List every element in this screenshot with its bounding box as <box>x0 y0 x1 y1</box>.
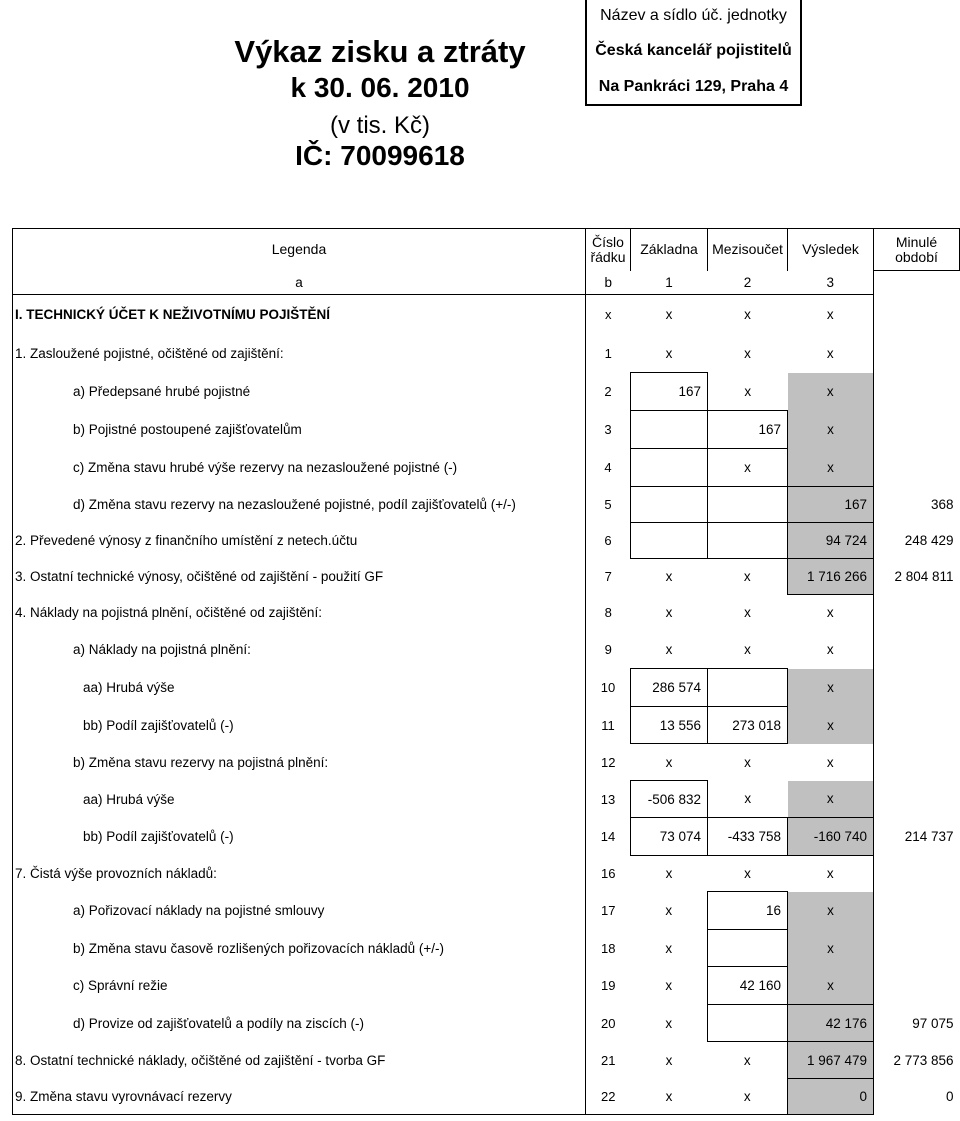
table-row <box>13 1005 960 1042</box>
row-label: c) Správní režie <box>13 967 586 1005</box>
cell-mezisoucet: x <box>744 866 751 881</box>
cell-minule: 368 <box>874 487 960 523</box>
cell-vysledek: x <box>826 346 834 361</box>
cell-zakladna: -506 832 <box>631 781 708 818</box>
cell-mezisoucet: x <box>744 791 752 807</box>
table-row <box>13 523 960 559</box>
cell-vysledek: 94 724 <box>788 523 874 559</box>
row-label: I. TECHNICKÝ ÚČET K NEŽIVOTNÍMU POJIŠTĚNÍ <box>13 295 586 335</box>
cell-mezisoucet <box>708 487 788 523</box>
row-label: 9. Změna stavu vyrovnávací rezervy <box>13 1079 586 1115</box>
cell-vysledek: x <box>788 295 874 335</box>
cell-zakladna: 73 074 <box>631 818 708 856</box>
table-row <box>13 669 960 707</box>
cell-mezisoucet: x <box>708 449 788 487</box>
cell-minule <box>874 707 960 744</box>
table-row <box>13 335 960 373</box>
table-row <box>13 1042 960 1079</box>
cell-minule: 248 429 <box>874 523 960 559</box>
cell-vysledek: 1 967 479 <box>788 1042 874 1079</box>
cell-minule <box>874 892 960 930</box>
table-row <box>13 559 960 595</box>
cell-mezisoucet: 167 <box>708 411 788 449</box>
table-row <box>13 411 960 449</box>
cell-zakladna: x <box>631 295 708 335</box>
cell-vysledek: x <box>788 373 874 411</box>
cell-minule <box>874 295 960 335</box>
report-units: (v tis. Kč) <box>330 112 430 139</box>
table-row <box>13 1079 960 1115</box>
cell-mezisoucet: x <box>708 295 788 335</box>
cell-minule: 2 804 811 <box>874 559 960 595</box>
row-number: 8 <box>586 595 631 631</box>
cell-zakladna <box>631 449 708 487</box>
cell-mezisoucet: x <box>744 641 751 657</box>
table-row <box>13 373 960 411</box>
subheader-row <box>13 271 960 295</box>
entity-label: Název a sídlo úč. jednotky <box>600 7 787 24</box>
row-number: 5 <box>586 487 631 523</box>
cell-zakladna: 167 <box>631 373 708 411</box>
table-row <box>13 487 960 523</box>
entity-name: Česká kancelář pojistitelů <box>595 42 792 59</box>
row-number: 7 <box>586 559 631 595</box>
col-cislo: Číslo řádku <box>586 229 631 271</box>
sub-a: a <box>13 271 586 295</box>
row-number: 16 <box>586 856 631 892</box>
sub-1: 1 <box>665 274 673 290</box>
cell-zakladna <box>631 411 708 449</box>
row-label: a) Pořizovací náklady na pojistné smlouvy <box>13 892 586 930</box>
cell-vysledek: x <box>788 930 874 967</box>
cell-mezisoucet: 273 018 <box>708 707 788 744</box>
row-number: 4 <box>586 449 631 487</box>
cell-mezisoucet: x <box>743 569 751 585</box>
row-number: 18 <box>586 930 631 967</box>
row-label: c) Změna stavu hrubé výše rezervy na nezasloužené pojistné (-) <box>13 449 586 487</box>
entity-box <box>585 0 802 106</box>
cell-minule: 2 773 856 <box>874 1042 960 1079</box>
row-number: 3 <box>586 411 631 449</box>
row-number: 9 <box>586 631 631 669</box>
col-mezisoucet: Mezisoučet <box>708 229 788 271</box>
row-number: 19 <box>586 967 631 1005</box>
row-number: 2 <box>586 373 631 411</box>
cell-zakladna: x <box>665 641 673 657</box>
table-row <box>13 744 960 781</box>
row-number: 11 <box>586 707 631 744</box>
table-row <box>13 781 960 818</box>
row-label: 8. Ostatní technické náklady, očištěné od zajištění - tvorba GF <box>13 1042 586 1079</box>
cell-zakladna: 13 556 <box>631 707 708 744</box>
row-label: aa) Hrubá výše <box>13 781 586 818</box>
cell-zakladna: x <box>665 345 673 361</box>
entity-address: Na Pankráci 129, Praha 4 <box>598 78 789 95</box>
cell-mezisoucet: -433 758 <box>708 818 788 856</box>
table-row <box>13 856 960 892</box>
table-row <box>13 707 960 744</box>
cell-zakladna: x <box>665 978 673 993</box>
cell-mezisoucet: x <box>744 383 752 399</box>
header-row <box>13 229 960 271</box>
cell-minule <box>874 373 960 411</box>
row-label: 3. Ostatní technické výnosy, očištěné od zajištění - použití GF <box>13 559 586 595</box>
cell-minule: 0 <box>874 1079 960 1115</box>
cell-minule <box>874 631 960 669</box>
report-title: Výkaz zisku a ztráty <box>234 34 526 69</box>
cell-minule: 97 075 <box>874 1005 960 1042</box>
cell-vysledek: 42 176 <box>788 1005 874 1042</box>
row-label: b) Pojistné postoupené zajišťovatelům <box>13 411 586 449</box>
col-legenda: Legenda <box>13 229 586 271</box>
cell-vysledek: x <box>826 754 834 770</box>
cell-mezisoucet: 42 160 <box>708 967 788 1005</box>
cell-mezisoucet: x <box>708 1079 788 1115</box>
cell-mezisoucet <box>708 523 788 559</box>
sub-2: 2 <box>743 274 752 290</box>
row-number: 22 <box>586 1079 631 1115</box>
row-label: a) Náklady na pojistná plnění: <box>13 631 586 669</box>
sub-b: b <box>586 271 631 295</box>
row-label: bb) Podíl zajišťovatelů (-) <box>13 818 586 856</box>
cell-minule <box>874 744 960 781</box>
cell-vysledek: x <box>788 892 874 930</box>
cell-mezisoucet: 16 <box>708 892 788 930</box>
cell-zakladna: x <box>665 866 673 882</box>
row-label: a) Předepsané hrubé pojistné <box>13 373 586 411</box>
table-row <box>13 967 960 1005</box>
cell-minule <box>874 967 960 1005</box>
report-date: k 30. 06. 2010 <box>290 72 470 103</box>
row-number: 13 <box>586 781 631 818</box>
cell-minule <box>874 930 960 967</box>
table-row <box>13 449 960 487</box>
cell-mezisoucet <box>708 1005 788 1042</box>
row-number: 1 <box>586 335 631 373</box>
cell-minule <box>874 449 960 487</box>
cell-zakladna: x <box>665 940 673 956</box>
cell-zakladna: x <box>665 903 673 918</box>
table-row <box>13 631 960 669</box>
row-number: x <box>586 295 631 335</box>
cell-mezisoucet: x <box>744 605 751 620</box>
row-number: 21 <box>586 1042 631 1079</box>
row-number: 10 <box>586 669 631 707</box>
col-minule: Minulé období <box>874 229 960 271</box>
row-label: 4. Náklady na pojistná plnění, očištěné od zajištění: <box>13 595 586 631</box>
row-label: b) Změna stavu časově rozlišených pořizovacích nákladů (+/-) <box>13 930 586 967</box>
cell-zakladna: x <box>665 605 673 620</box>
row-label: bb) Podíl zajišťovatelů (-) <box>13 707 586 744</box>
col-vysledek: Výsledek <box>788 229 874 271</box>
cell-zakladna: x <box>665 569 673 585</box>
row-label: b) Změna stavu rezervy na pojistná plnění: <box>13 744 586 781</box>
cell-vysledek: 167 <box>788 487 874 523</box>
cell-minule <box>874 669 960 707</box>
cell-vysledek: x <box>826 605 834 621</box>
cell-minule <box>874 335 960 373</box>
cell-mezisoucet: x <box>744 754 751 770</box>
table-row <box>13 818 960 856</box>
cell-vysledek: 0 <box>788 1079 874 1115</box>
cell-mezisoucet: x <box>743 1052 751 1068</box>
sub-3: 3 <box>826 274 834 290</box>
cell-vysledek: x <box>826 866 834 882</box>
row-number: 20 <box>586 1005 631 1042</box>
row-label: d) Změna stavu rezervy na nezasloužené pojistné, podíl zajišťovatelů (+/-) <box>13 487 586 523</box>
row-label: 7. Čistá výše provozních nákladů: <box>13 856 586 892</box>
cell-zakladna: x <box>665 1052 673 1068</box>
cell-vysledek: x <box>788 781 874 818</box>
cell-minule <box>874 595 960 631</box>
cell-vysledek: 1 716 266 <box>788 559 874 595</box>
col-zakladna: Základna <box>631 229 708 271</box>
cell-minule <box>874 856 960 892</box>
cell-vysledek: -160 740 <box>788 818 874 856</box>
cell-vysledek: x <box>788 449 874 487</box>
cell-zakladna: 286 574 <box>631 669 708 707</box>
row-label: d) Provize od zajišťovatelů a podíly na ziscích (-) <box>13 1005 586 1042</box>
cell-zakladna <box>631 523 708 559</box>
report-ico: IČ: 70099618 <box>295 140 465 171</box>
row-number: 17 <box>586 892 631 930</box>
row-label: 2. Převedené výnosy z finančního umístění z netech.účtu <box>13 523 586 559</box>
cell-vysledek: x <box>788 967 874 1005</box>
report-table <box>12 228 960 1115</box>
row-label: aa) Hrubá výše <box>13 669 586 707</box>
cell-mezisoucet: x <box>744 346 751 361</box>
cell-vysledek: x <box>788 707 874 744</box>
cell-zakladna: x <box>665 754 673 770</box>
table-row <box>13 595 960 631</box>
cell-minule <box>874 411 960 449</box>
row-number: 14 <box>586 818 631 856</box>
cell-zakladna: x <box>631 1079 708 1115</box>
cell-minule: 214 737 <box>874 818 960 856</box>
row-number: 12 <box>586 744 631 781</box>
cell-vysledek: x <box>788 669 874 707</box>
cell-vysledek: x <box>788 411 874 449</box>
table-row <box>13 930 960 967</box>
table-row <box>13 295 960 335</box>
row-label: 1. Zasloužené pojistné, očištěné od zajištění: <box>13 335 586 373</box>
cell-zakladna: x <box>665 1015 673 1031</box>
cell-minule <box>874 781 960 818</box>
cell-mezisoucet <box>708 930 788 967</box>
row-number: 6 <box>586 523 631 559</box>
cell-vysledek: x <box>826 642 834 657</box>
cell-mezisoucet <box>708 669 788 707</box>
cell-zakladna <box>631 487 708 523</box>
table-row <box>13 892 960 930</box>
